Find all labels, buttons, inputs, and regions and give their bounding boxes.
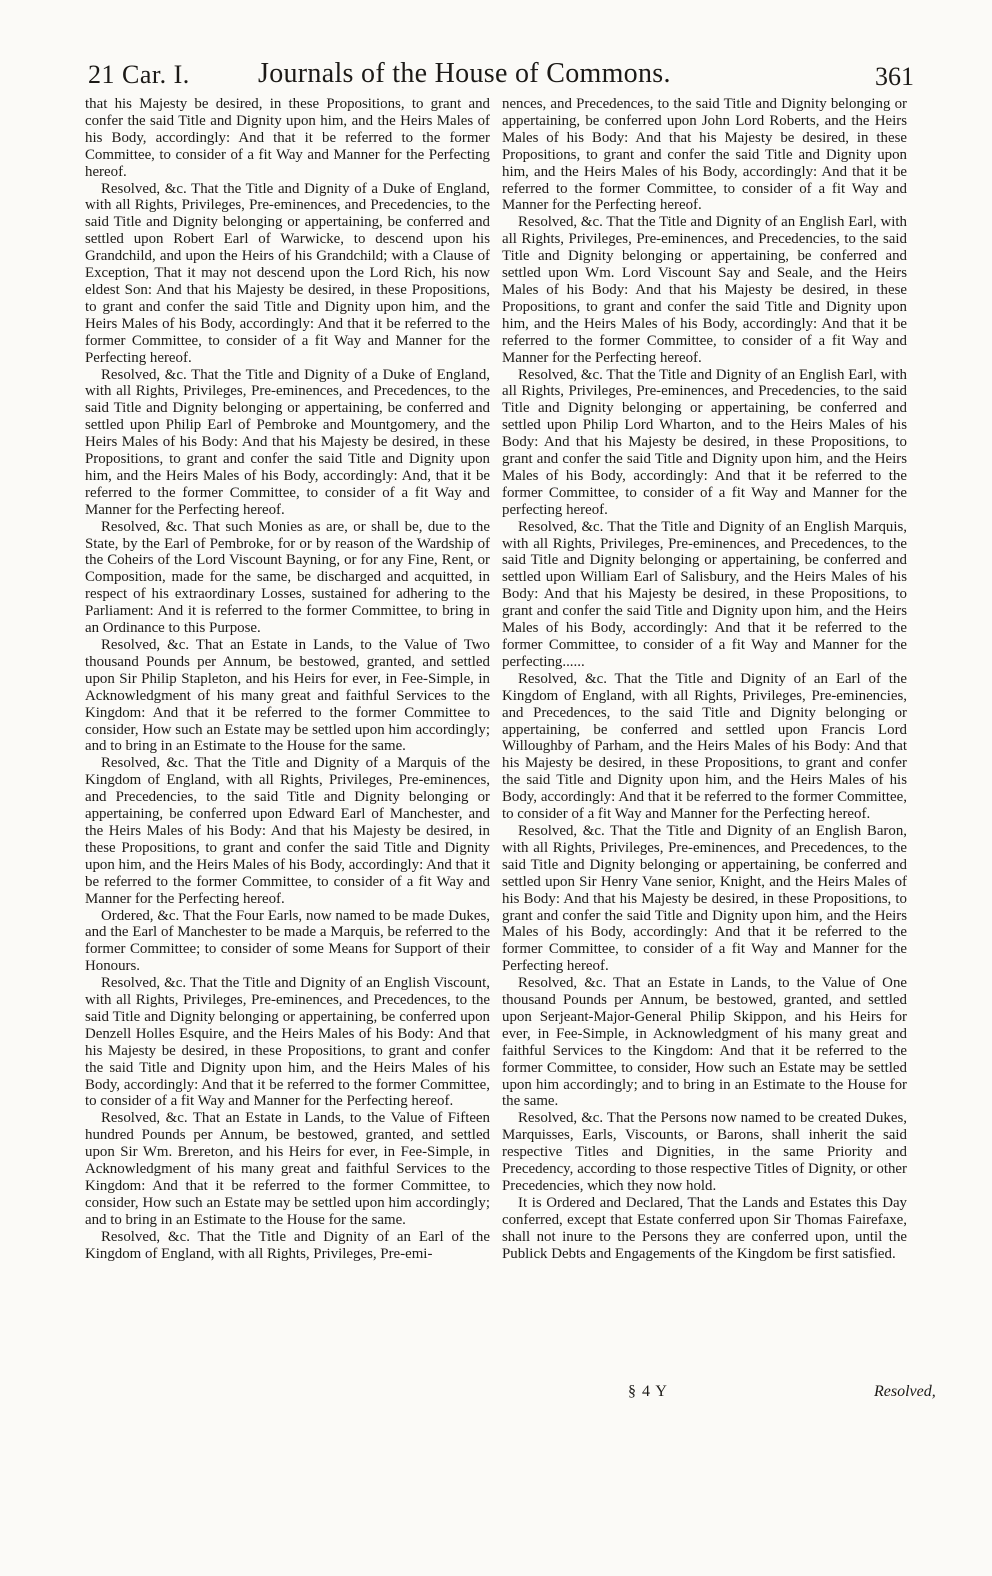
paragraph: Resolved, &c. That the Title and Dignity of a Duke of England, with all Rights, Privileges, Pre-eminences, and Precedences, to the said Title and Dignity belonging or appertaining, be conferred and settled upon Philip Earl of Pembroke and Mountgomery, and the Heirs Males of his Body: And that his Majesty be desired, in these Propositions, to grant and confer the said Title and Dignity upon him, and the Heirs Males of his Body, accordingly: And, that it be referred to the former Committee, to consider of a fit Way and Manner for the Perfecting hereof. [85, 366, 490, 518]
running-head-title: Journals of the House of Commons. [258, 58, 671, 89]
paragraph: Resolved, &c. That the Title and Dignity of an English Earl, with all Rights, Privileges, Pre-eminences, and Precedencies, to the said Title and Dignity belonging or appertaining, be conferred and settled upon Wm. Lord Viscount Say and Seale, and the Heirs Males of his Body: And that his Majesty be desired, in these Propositions, to grant and confer the said Title and Dignity upon him, and the Heirs Males of his Body, accordingly: And that it be referred to the former Committee, to consider of a fit Way and Manner for the Perfecting hereof. [502, 214, 907, 366]
paragraph: Resolved, &c. That an Estate in Lands, to the Value of Two thousand Pounds per Annum, be bestowed, granted, and settled upon Sir Philip Stapleton, and his Heirs for ever, in Fee-Simple, in Acknowledgment of his many great and faithful Services to the Kingdom: And that it be referred to the former Committee to consider, How such an Estate may be settled upon him accordingly; and to bring in an Estimate to the House for the same. [85, 637, 490, 755]
paragraph: Resolved, &c. That the Title and Dignity of an English Marquis, with all Rights, Privileges, Pre-eminences, and Precedences, to the said Title and Dignity belonging or appertaining, be conferred and settled upon William Earl of Salisbury, and the Heirs Males of his Body: And that his Majesty be desired, in these Propositions, to grant and confer the said Title and Dignity upon him, and the Heirs Males of his Body, accordingly: And that it be referred to the former Committee, to consider of a fit Way and Manner for the perfecting...... [502, 518, 907, 670]
paragraph: that his Majesty be desired, in these Propositions, to grant and confer the said Title and Dignity upon him, and the Heirs Males of his Body, accordingly: And that it be referred to the former Committee, to consider of a fit Way and Manner for the Perfecting hereof. [85, 96, 490, 180]
paragraph: Resolved, &c. That an Estate in Lands, to the Value of One thousand Pounds per Annum, be bestowed, granted, and settled upon Serjeant-Major-General Philip Skippon, and his Heirs for ever, in Fee-Simple, in Acknowledgment of his many great and faithful Services to the Kingdom: And that it be referred to the former Committee, to consider, How such an Estate may be settled upon him accordingly; and to bring in an Estimate to the House for the same. [502, 975, 907, 1110]
paragraph: Resolved, &c. That an Estate in Lands, to the Value of Fifteen hundred Pounds per Annum, be bestowed, granted, and settled upon Sir Wm. Brereton, and his Heirs for ever, in Fee-Simple, in Acknowledgment of his many great and faithful Services to the Kingdom: And that it be referred to the former Committee, to consider, How such an Estate may be settled upon him accordingly; and to bring in an Estimate to the House for the same. [85, 1110, 490, 1228]
left-column [85, 96, 490, 1263]
signature-mark: § 4 Y [628, 1383, 668, 1400]
catchword: Resolved, [874, 1383, 936, 1400]
paragraph: Resolved, &c. That the Title and Dignity of an Earl of the Kingdom of England, with all Rights, Privileges, Pre-emi- [85, 1228, 490, 1262]
running-head-regnal-year: 21 Car. I. [88, 60, 190, 89]
paragraph: Resolved, &c. That such Monies as are, or shall be, due to the State, by the Earl of Pembroke, for or by reason of the Wardship of the Coheirs of the Lord Viscount Bayning, or for any Fine, Rent, or Composition, made for the same, be discharged and acquitted, in respect of his extraordinary Losses, sustained for adhering to the Parliament: And it is referred to the former Committee, to bring in an Ordinance to this Purpose. [85, 518, 490, 637]
paragraph: Resolved, &c. That the Title and Dignity of an English Baron, with all Rights, Privileges, Pre-eminences, and Precedences, to the said Title and Dignity belonging or appertaining, be conferred and settled upon Sir Henry Vane senior, Knight, and the Heirs Males of his Body: And that his Majesty be desired, in these Propositions, to grant and confer the said Title and Dignity upon him, and the Heirs Males of his Body, accordingly: And that it be referred to the former Committee, to consider of a fit Way and Manner for the Perfecting hereof. [502, 822, 907, 975]
paragraph: Resolved, &c. That the Title and Dignity of a Marquis of the Kingdom of England, with all Rights, Privileges, Pre-eminences, and Precedencies, to the said Title and Dignity belonging or appertaining, be conferred upon Edward Earl of Manchester, and the Heirs Males of his Body: And that his Majesty be desired, in these Propositions, to grant and confer the said Title and Dignity upon him, and the Heirs Males of his Body, accordingly: And that it be referred to the former Committee, to consider of a fit Way and Manner for the Perfecting hereof. [85, 755, 490, 907]
paragraph: Ordered, &c. That the Four Earls, now named to be made Dukes, and the Earl of Manchester to be made a Marquis, be referred to the former Committee; to consider of some Means for Support of their Honours. [85, 907, 490, 975]
paragraph: Resolved, &c. That the Persons now named to be created Dukes, Marquisses, Earls, Viscounts, or Barons, shall inherit the said respective Titles and Dignities, in the same Priority and Precedency, according to those respective Titles of Dignity, or other Precedencies, which they now hold. [502, 1110, 907, 1194]
paragraph: Resolved, &c. That the Title and Dignity of an English Viscount, with all Rights, Privileges, Pre-eminences, and Precedences, to the said Title and Dignity belonging or appertaining, be conferred upon Denzell Holles Esquire, and the Heirs Males of his Body: And that his Majesty be desired, in these Propositions, to grant and confer the said Title and Dignity upon him, and the Heirs Males of his Body, accordingly: And that it be referred to the former Committee, to consider of a fit Way and Manner for the Perfecting hereof. [85, 975, 490, 1110]
paragraph: Resolved, &c. That the Title and Dignity of an English Earl, with all Rights, Privileges, Pre-eminences, and Precedencies, to the said Title and Dignity belonging or appertaining, be conferred and settled upon Philip Lord Wharton, and to the Heirs Males of his Body: And that his Majesty be desired, in these Propositions, to grant and confer the said Title and Dignity upon him, and the Heirs Males of his Body, accordingly: And that it be referred to the former Committee, to consider of a fit Way and Manner for the perfecting hereof. [502, 366, 907, 518]
paragraph: Resolved, &c. That the Title and Dignity of a Duke of England, with all Rights, Privileges, Pre-eminences, and Precedencies, to the said Title and Dignity belonging or appertaining, be conferred and settled upon Robert Earl of Warwicke, to descend upon his Grandchild, and upon the Heirs of his Grandchild; with a Clause of Exception, That it may not descend upon the Lord Rich, his now eldest Son: And that his Majesty be desired, in these Propositions, to grant and confer the said Title and Dignity upon him, and the Heirs Males of his Body, accordingly: And that it be referred to the former Committee, to consider of a fit Way and Manner for the Perfecting hereof. [85, 180, 490, 366]
paragraph: It is Ordered and Declared, That the Lands and Estates this Day conferred, except that Estate conferred upon Sir Thomas Fairefaxe, shall not inure to the Persons they are conferred upon, until the Publick Debts and Engagements of the Kingdom be first satisfied. [502, 1194, 907, 1262]
page-number: 361 [875, 62, 914, 91]
paragraph: Resolved, &c. That the Title and Dignity of an Earl of the Kingdom of England, with all Rights, Privileges, Pre-eminencies, and Precedences, to the said Title and Dignity belonging or appertaining, be conferred and settled upon Francis Lord Willoughby of Parham, and the Heirs Males of his Body: And that his Majesty be desired, in these Propositions, to grant and confer the said Title and Dignity upon him, and the Heirs Males of his Body, accordingly: And that it be referred to the former Committee, to consider of a fit Way and Manner for the Perfecting hereof. [502, 670, 907, 823]
right-column [502, 96, 907, 1263]
paragraph: nences, and Precedences, to the said Title and Dignity belonging or appertaining, be conferred upon John Lord Roberts, and the Heirs Males of his Body: And that his Majesty be desired, in these Propositions, to grant and confer the said Title and Dignity upon him, and the Heirs Males of his Body, accordingly: And that it be referred to the former Committee, to consider of a fit Way and Manner for the Perfecting hereof. [502, 96, 907, 214]
